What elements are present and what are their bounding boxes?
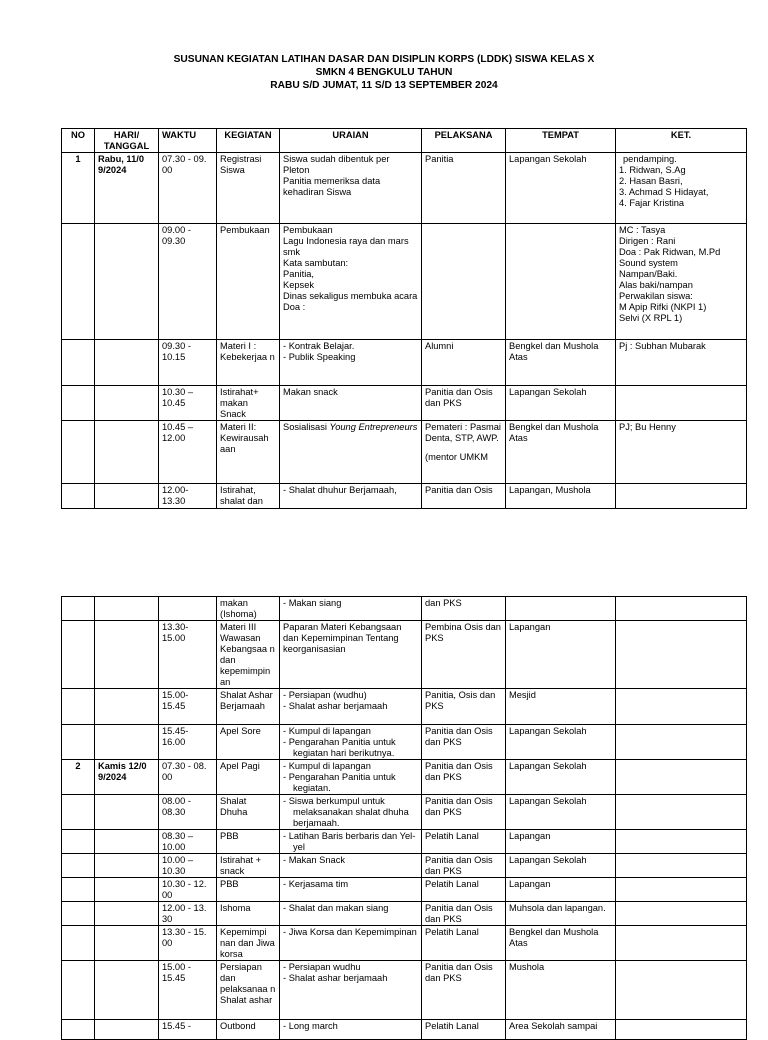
cell-pelaksana: Pelatih Lanal xyxy=(422,1020,506,1040)
uraian-bullet: - Shalat dan makan siang xyxy=(283,903,418,914)
ket-line: Doa : Pak Ridwan, M.Pd xyxy=(619,247,721,257)
table-row xyxy=(62,926,747,961)
cell-tempat: Muhsola dan lapangan. xyxy=(506,902,616,926)
cell-kegiatan: Registrasi Siswa xyxy=(217,153,280,224)
cell-pelaksana: Panitia dan Osis dan PKS xyxy=(422,386,506,421)
uraian-bullet: - Makan Snack xyxy=(283,855,418,866)
uraian-bullet: - Shalat dhuhur Berjamaah, xyxy=(283,485,418,496)
title-line-1: SUSUNAN KEGIATAN LATIHAN DASAR DAN DISIPLIN KORPS (LDDK) SISWA KELAS X xyxy=(173,54,595,65)
cell-no xyxy=(62,795,95,830)
table-row xyxy=(62,421,747,484)
cell-hari xyxy=(95,340,159,386)
uraian-bullet: - Persiapan wudhu xyxy=(283,962,418,973)
cell-kegiatan: Istirahat + snack xyxy=(217,854,280,878)
cell-kegiatan: Apel Pagi xyxy=(217,760,280,795)
cell-waktu: 07.30 - 09. 00 xyxy=(159,153,217,224)
uraian-bullet: - Pengarahan Panitia untuk kegiatan. xyxy=(283,772,418,794)
cell-ket xyxy=(616,597,747,621)
cell-uraian xyxy=(280,795,422,830)
cell-uraian xyxy=(280,725,422,760)
cell-pelaksana xyxy=(422,421,506,484)
cell-tempat: Lapangan Sekolah xyxy=(506,725,616,760)
cell-ket xyxy=(616,760,747,795)
cell-tempat xyxy=(506,224,616,340)
header-pelaksana: PELAKSANA xyxy=(422,129,506,153)
cell-ket xyxy=(616,725,747,760)
uraian-bullet: - Persiapan (wudhu) xyxy=(283,690,418,701)
pelaksana-line: Pemateri : Pasmai Denta, STP, AWP. xyxy=(425,422,501,443)
cell-pelaksana: Panitia dan Osis dan PKS xyxy=(422,854,506,878)
cell-kegiatan: Pembukaan xyxy=(217,224,280,340)
cell-ket xyxy=(616,878,747,902)
uraian-line: Siswa sudah dibentuk per Pleton xyxy=(283,154,390,175)
header-kegiatan: KEGIATAN xyxy=(217,129,280,153)
cell-hari xyxy=(95,725,159,760)
table-row xyxy=(62,689,747,725)
cell-tempat: Mesjid xyxy=(506,689,616,725)
cell-kegiatan: PBB xyxy=(217,830,280,854)
cell-tempat: Mushola xyxy=(506,961,616,1020)
cell-tempat: Bengkel dan Mushola Atas xyxy=(506,340,616,386)
header-ket: KET. xyxy=(616,129,747,153)
title-line-3: RABU S/D JUMAT, 11 S/D 13 SEPTEMBER 2024 xyxy=(270,80,498,91)
cell-uraian xyxy=(280,854,422,878)
cell-no xyxy=(62,689,95,725)
cell-pelaksana: Panitia dan Osis dan PKS xyxy=(422,795,506,830)
cell-waktu: 15.45- 16.00 xyxy=(159,725,217,760)
cell-no xyxy=(62,621,95,689)
cell-pelaksana xyxy=(422,224,506,340)
cell-no xyxy=(62,484,95,509)
cell-kegiatan: PBB xyxy=(217,878,280,902)
cell-uraian xyxy=(280,961,422,1020)
cell-waktu: 12.00 - 13. 30 xyxy=(159,902,217,926)
header-waktu: WAKTU xyxy=(159,129,217,153)
ket-list-item: 2. Hasan Basri, xyxy=(619,176,683,186)
table-row xyxy=(62,1020,747,1040)
header-no: NO xyxy=(62,129,95,153)
cell-waktu: 07.30 - 08. 00 xyxy=(159,760,217,795)
cell-pelaksana: Panitia dan Osis dan PKS xyxy=(422,760,506,795)
cell-pelaksana: Panitia, Osis dan PKS xyxy=(422,689,506,725)
uraian-bullet: - Jiwa Korsa dan Kepemimpinan xyxy=(283,927,418,938)
cell-no: 2 xyxy=(62,760,95,795)
table-row xyxy=(62,760,747,795)
cell-no xyxy=(62,421,95,484)
cell-waktu: 13.30- 15.00 xyxy=(159,621,217,689)
ket-list-item: 4. Fajar Kristina xyxy=(619,198,685,208)
cell-kegiatan: Istirahat, shalat dan xyxy=(217,484,280,509)
cell-kegiatan: Materi II: Kewirausah aan xyxy=(217,421,280,484)
cell-hari xyxy=(95,689,159,725)
table-row xyxy=(62,725,747,760)
table-row xyxy=(62,597,747,621)
header-uraian: URAIAN xyxy=(280,129,422,153)
cell-uraian xyxy=(280,926,422,961)
cell-pelaksana: Alumni xyxy=(422,340,506,386)
schedule-table-page-1 xyxy=(61,128,747,509)
header-row xyxy=(62,129,747,153)
cell-no xyxy=(62,1020,95,1040)
uraian-line: Kata sambutan: xyxy=(283,258,349,268)
cell-uraian xyxy=(280,421,422,484)
cell-waktu xyxy=(159,597,217,621)
table-row xyxy=(62,902,747,926)
cell-tempat: Lapangan Sekolah xyxy=(506,386,616,421)
cell-kegiatan: Shalat Ashar Berjamaah xyxy=(217,689,280,725)
cell-ket xyxy=(616,224,747,340)
cell-hari xyxy=(95,224,159,340)
cell-ket xyxy=(616,830,747,854)
cell-ket xyxy=(616,153,747,224)
cell-no xyxy=(62,386,95,421)
ket-list-item: 3. Achmad S Hidayat, xyxy=(619,187,709,197)
ket-line: Selvi (X RPL 1) xyxy=(619,313,683,323)
cell-pelaksana: Panitia dan Osis dan PKS xyxy=(422,725,506,760)
cell-no xyxy=(62,878,95,902)
table-row xyxy=(62,386,747,421)
cell-tempat: Lapangan xyxy=(506,830,616,854)
table-row xyxy=(62,224,747,340)
uraian-italic-text: Young Entrepreneurs xyxy=(329,422,418,432)
cell-hari xyxy=(95,386,159,421)
table-row xyxy=(62,854,747,878)
cell-kegiatan: Istirahat+ makan Snack xyxy=(217,386,280,421)
uraian-line: Kepsek xyxy=(283,280,315,290)
cell-uraian: Paparan Materi Kebangsaan dan Kepemimpinan Tentang keorganisasian xyxy=(280,621,422,689)
uraian-bullet: - Kerjasama tim xyxy=(283,879,418,890)
pelaksana-line: (mentor UMKM xyxy=(425,452,489,462)
ket-line: M Apip Rifki (NKPI 1) xyxy=(619,302,707,312)
cell-tempat: Lapangan Sekolah xyxy=(506,795,616,830)
cell-no xyxy=(62,830,95,854)
cell-ket xyxy=(616,1020,747,1040)
cell-tempat: Bengkel dan Mushola Atas xyxy=(506,926,616,961)
cell-hari xyxy=(95,902,159,926)
cell-uraian xyxy=(280,224,422,340)
uraian-line: Pembukaan xyxy=(283,225,333,235)
cell-tempat: Lapangan Sekolah xyxy=(506,760,616,795)
uraian-bullet: - Siswa berkumpul untuk melaksanakan shalat dhuha berjamaah. xyxy=(283,796,418,829)
cell-hari xyxy=(95,1020,159,1040)
cell-waktu: 09.30 - 10.15 xyxy=(159,340,217,386)
ket-line: pendamping. xyxy=(623,154,677,164)
cell-kegiatan: Materi I : Kebekerjaa n xyxy=(217,340,280,386)
cell-hari xyxy=(95,621,159,689)
schedule-table-page-2 xyxy=(61,596,747,1040)
title-line-2: SMKN 4 BENGKULU TAHUN xyxy=(315,67,453,78)
cell-ket xyxy=(616,386,747,421)
cell-tempat: Lapangan xyxy=(506,621,616,689)
cell-kegiatan: Ishoma xyxy=(217,902,280,926)
cell-waktu: 15.00- 15.45 xyxy=(159,689,217,725)
cell-pelaksana: Panitia dan Osis dan PKS xyxy=(422,902,506,926)
cell-ket xyxy=(616,795,747,830)
cell-waktu: 13.30 - 15. 00 xyxy=(159,926,217,961)
cell-hari: Rabu, 11/0 9/2024 xyxy=(95,153,159,224)
ket-line: Perwakilan siswa: xyxy=(619,291,693,301)
cell-uraian xyxy=(280,902,422,926)
cell-no xyxy=(62,725,95,760)
ket-line: Dirigen : Rani xyxy=(619,236,676,246)
cell-no xyxy=(62,224,95,340)
cell-pelaksana: Pelatih Lanal xyxy=(422,926,506,961)
uraian-bullet: - Kumpul di lapangan xyxy=(283,726,418,737)
table-row xyxy=(62,340,747,386)
cell-uraian: Makan snack xyxy=(280,386,422,421)
cell-waktu: 10.00 – 10.30 xyxy=(159,854,217,878)
table-row xyxy=(62,830,747,854)
cell-uraian xyxy=(280,689,422,725)
cell-ket: PJ; Bu Henny xyxy=(616,421,747,484)
cell-tempat: Lapangan xyxy=(506,878,616,902)
table-row xyxy=(62,621,747,689)
cell-uraian xyxy=(280,153,422,224)
cell-kegiatan: makan (Ishoma) xyxy=(217,597,280,621)
cell-tempat xyxy=(506,597,616,621)
header-tempat: TEMPAT xyxy=(506,129,616,153)
cell-kegiatan: Persiapan dan pelaksanaa n Shalat ashar xyxy=(217,961,280,1020)
cell-waktu: 08.00 - 08.30 xyxy=(159,795,217,830)
cell-tempat: Bengkel dan Mushola Atas xyxy=(506,421,616,484)
cell-pelaksana: Panitia dan Osis dan PKS xyxy=(422,961,506,1020)
cell-uraian xyxy=(280,760,422,795)
cell-ket: Pj : Subhan Mubarak xyxy=(616,340,747,386)
uraian-bullet: - Publik Speaking xyxy=(283,352,418,363)
uraian-bullet: - Latihan Baris berbaris dan Yel-yel xyxy=(283,831,418,853)
cell-hari xyxy=(95,854,159,878)
cell-pelaksana: Pelatih Lanal xyxy=(422,878,506,902)
uraian-bullet: - Kumpul di lapangan xyxy=(283,761,418,772)
spacer xyxy=(425,444,502,452)
uraian-bullet: - Long march xyxy=(283,1021,418,1032)
cell-kegiatan: Shalat Dhuha xyxy=(217,795,280,830)
table-row xyxy=(62,878,747,902)
cell-uraian xyxy=(280,340,422,386)
cell-hari xyxy=(95,795,159,830)
cell-waktu: 08.30 – 10.00 xyxy=(159,830,217,854)
cell-no xyxy=(62,340,95,386)
cell-no xyxy=(62,854,95,878)
cell-ket xyxy=(616,621,747,689)
cell-hari xyxy=(95,926,159,961)
cell-waktu: 09.00 - 09.30 xyxy=(159,224,217,340)
cell-ket xyxy=(616,689,747,725)
uraian-bullet: - Makan siang xyxy=(283,598,418,609)
uraian-bullet: - Shalat ashar berjamaah xyxy=(283,973,418,984)
cell-ket xyxy=(616,902,747,926)
cell-ket xyxy=(616,961,747,1020)
cell-tempat: Lapangan, Mushola xyxy=(506,484,616,509)
uraian-line: Dinas sekaligus membuka acara xyxy=(283,291,418,301)
cell-waktu: 10.45 – 12.00 xyxy=(159,421,217,484)
cell-no xyxy=(62,902,95,926)
cell-uraian xyxy=(280,484,422,509)
cell-no xyxy=(62,961,95,1020)
ket-line: Alas baki/nampan xyxy=(619,280,693,290)
cell-kegiatan: Outbond xyxy=(217,1020,280,1040)
ket-line: Sound system xyxy=(619,258,678,268)
cell-waktu: 15.00 - 15.45 xyxy=(159,961,217,1020)
table-row xyxy=(62,484,747,509)
cell-pelaksana: Pembina Osis dan PKS xyxy=(422,621,506,689)
cell-waktu: 15.45 - xyxy=(159,1020,217,1040)
ket-list-item: 1. Ridwan, S.Ag xyxy=(619,165,686,175)
uraian-line: Panitia memeriksa data kehadiran Siswa xyxy=(283,176,381,197)
cell-uraian xyxy=(280,1020,422,1040)
cell-uraian xyxy=(280,878,422,902)
cell-hari xyxy=(95,830,159,854)
cell-no xyxy=(62,926,95,961)
cell-tempat: Lapangan Sekolah xyxy=(506,854,616,878)
table-row xyxy=(62,153,747,224)
cell-no xyxy=(62,597,95,621)
uraian-bullet: - Pengarahan Panitia untuk kegiatan hari berikutnya. xyxy=(283,737,418,759)
uraian-bullet: - Kontrak Belajar. xyxy=(283,341,418,352)
table-row xyxy=(62,961,747,1020)
table-row xyxy=(62,795,747,830)
cell-kegiatan: Kepemimpi nan dan Jiwa korsa xyxy=(217,926,280,961)
cell-waktu: 10.30 - 12. 00 xyxy=(159,878,217,902)
uraian-line: Panitia, xyxy=(283,269,315,279)
cell-ket xyxy=(616,484,747,509)
cell-tempat: Lapangan Sekolah xyxy=(506,153,616,224)
cell-hari xyxy=(95,484,159,509)
cell-pelaksana: Panitia dan Osis xyxy=(422,484,506,509)
ket-line: Nampan/Baki. xyxy=(619,269,678,279)
cell-pelaksana: dan PKS xyxy=(422,597,506,621)
cell-hari xyxy=(95,421,159,484)
cell-uraian xyxy=(280,830,422,854)
cell-waktu: 12.00- 13.30 xyxy=(159,484,217,509)
cell-uraian xyxy=(280,597,422,621)
cell-tempat: Area Sekolah sampai xyxy=(506,1020,616,1040)
cell-pelaksana: Pelatih Lanal xyxy=(422,830,506,854)
cell-pelaksana: Panitia xyxy=(422,153,506,224)
ket-line: MC : Tasya xyxy=(619,225,666,235)
uraian-line: Lagu Indonesia raya dan mars smk xyxy=(283,236,409,257)
uraian-text: Sosialisasi xyxy=(283,422,327,432)
cell-kegiatan: Apel Sore xyxy=(217,725,280,760)
header-hari: HARI/ TANGGAL xyxy=(95,129,159,153)
cell-hari: Kamis 12/0 9/2024 xyxy=(95,760,159,795)
cell-kegiatan: Materi III Wawasan Kebangsaa n dan kepemimpin an xyxy=(217,621,280,689)
cell-ket xyxy=(616,854,747,878)
cell-waktu: 10.30 – 10.45 xyxy=(159,386,217,421)
cell-hari xyxy=(95,961,159,1020)
cell-ket xyxy=(616,926,747,961)
document-title xyxy=(0,53,768,92)
cell-hari xyxy=(95,878,159,902)
uraian-line: Doa : xyxy=(283,302,306,312)
uraian-bullet: - Shalat ashar berjamaah xyxy=(283,701,418,712)
cell-no: 1 xyxy=(62,153,95,224)
cell-hari xyxy=(95,597,159,621)
